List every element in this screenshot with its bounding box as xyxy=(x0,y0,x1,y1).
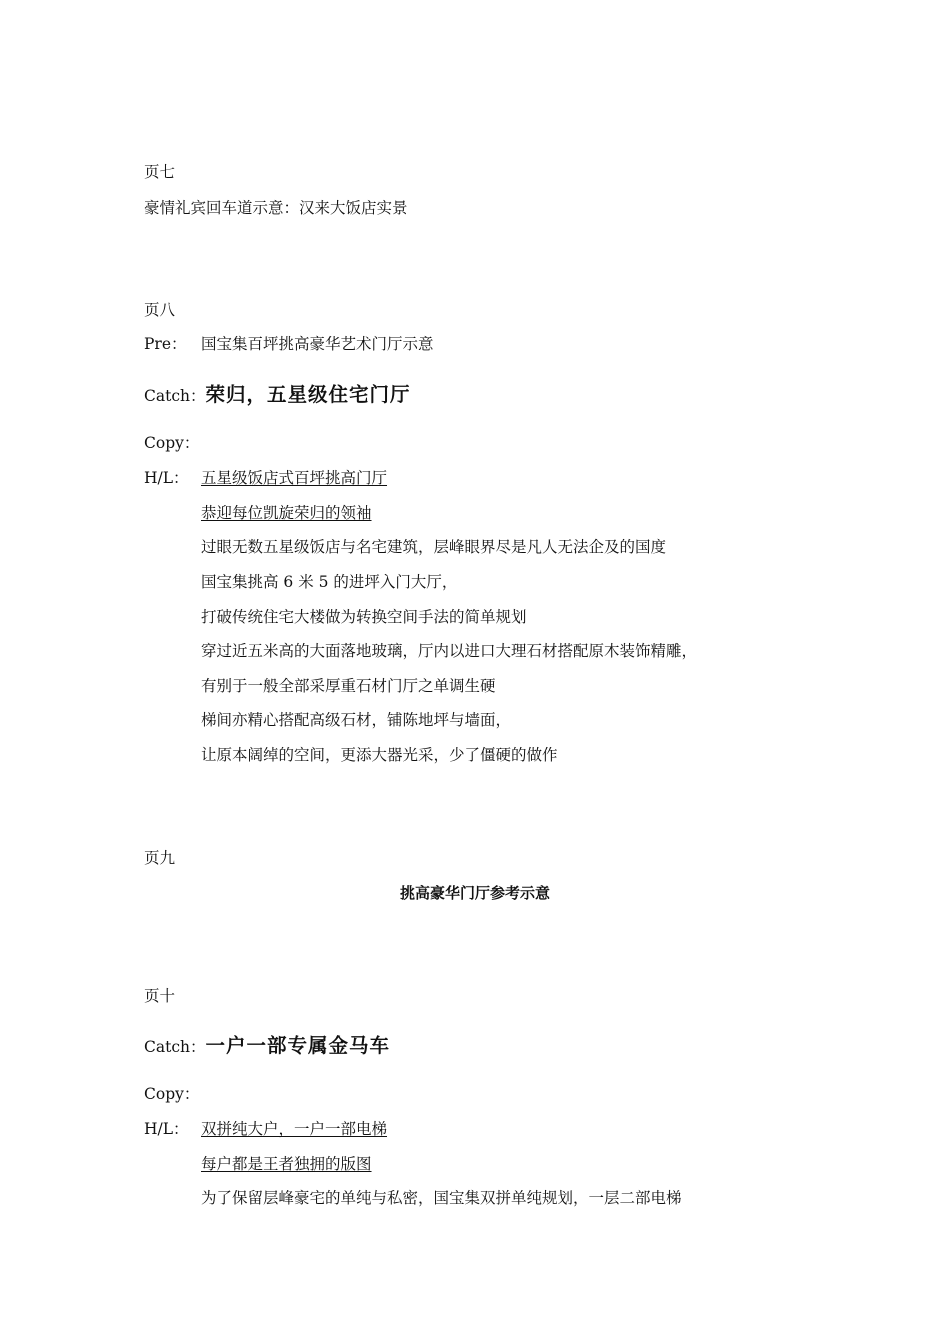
body-line: 打破传统住宅大楼做为转换空间手法的简单规划 xyxy=(201,608,527,626)
headline-1: 五星级饭店式百坪挑高门厅 xyxy=(201,469,388,487)
body-line: 梯间亦精心搭配高级石材，铺陈地坪与墙面， xyxy=(201,711,512,729)
lobby-reference-title: 挑高豪华门厅参考示意 xyxy=(399,884,550,902)
pre-text: 国宝集百坪挑高豪华艺术门厅示意 xyxy=(201,335,434,353)
headline-2: 恭迎每位凯旋荣归的领袖 xyxy=(201,504,372,522)
catch-line xyxy=(144,382,411,409)
body-line: 为了保留层峰豪宅的单纯与私密，国宝集双拼单纯规划，一层二部电梯 xyxy=(201,1189,682,1207)
page-label-7: 页七 xyxy=(144,163,176,181)
catch-label: Catch： xyxy=(144,387,206,405)
pre-label: Pre： xyxy=(144,335,187,353)
body-line: 国宝集挑高 6 米 5 的进坪入门大厅， xyxy=(201,573,458,591)
copy-label: Copy： xyxy=(144,434,200,452)
catch-text: 一户一部专属金马车 xyxy=(205,1034,391,1057)
body-line: 穿过近五米高的大面落地玻璃，厅内以进口大理石材搭配原木装饰精雕， xyxy=(201,642,698,660)
catch-line xyxy=(144,1033,390,1060)
copy-label: Copy： xyxy=(144,1085,200,1103)
page-label-8: 页八 xyxy=(144,301,176,319)
body-line: 过眼无数五星级饭店与名宅建筑，层峰眼界尽是凡人无法企及的国度 xyxy=(201,538,667,556)
headline-2: 每户都是王者独拥的版图 xyxy=(201,1155,372,1173)
pre-line xyxy=(144,334,434,354)
body-line: 有别于一般全部采厚重石材门厅之单调生硬 xyxy=(201,677,496,695)
headline-1: 双拼纯大户，一户一部电梯 xyxy=(201,1120,388,1138)
catch-label: Catch： xyxy=(144,1038,206,1056)
caption-driveway: 豪情礼宾回车道示意：汉来大饭店实景 xyxy=(144,199,408,217)
hl-line xyxy=(144,1119,387,1139)
page-label-10: 页十 xyxy=(144,987,176,1005)
catch-text: 荣归，五星级住宅门厅 xyxy=(205,383,411,406)
hl-label: H/L： xyxy=(144,1120,189,1138)
body-line: 让原本阔绰的空间，更添大器光采，少了僵硬的做作 xyxy=(201,746,558,764)
page-label-9: 页九 xyxy=(144,849,176,867)
hl-line xyxy=(144,468,387,488)
hl-label: H/L： xyxy=(144,469,189,487)
